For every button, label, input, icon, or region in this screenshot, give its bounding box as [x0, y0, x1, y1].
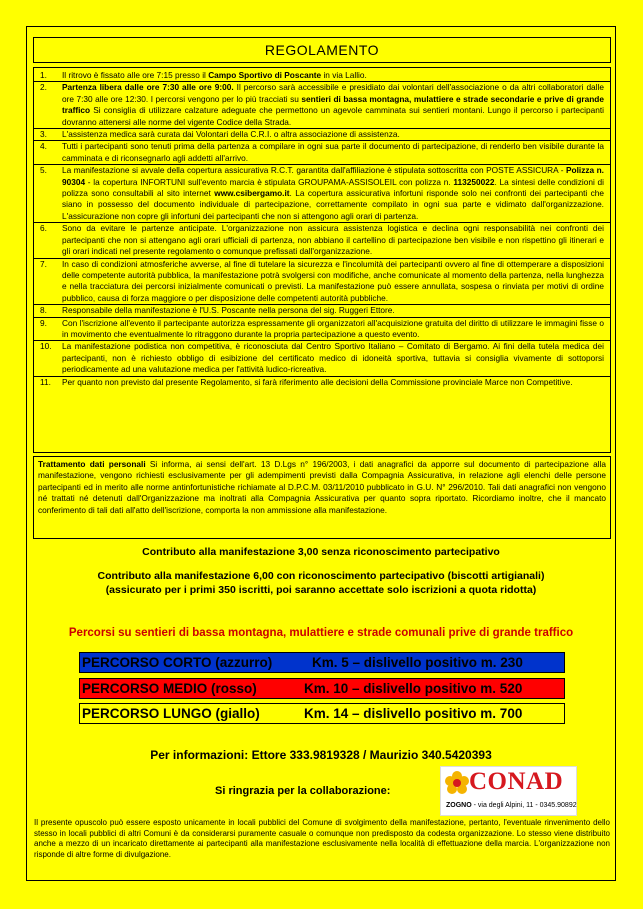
privacy-heading: Trattamento dati personali [38, 459, 146, 469]
rule-text: sentieri di bassa montagna, mulattiere e strade secondarie e prive di grande traffico [62, 93, 604, 116]
privacy-text: Si informa, ai sensi dell'art. 13 D.Lgs n° 196/2003, i dati anagrafici da apporre sul documento di partecipazione alla manifestazione, vengono richiesti esclusivamente per gli adempimenti previsti dalla Compagnia Assicurativa, in relazione agli elenchi delle persone partecipanti ed in merito alle norme antinfortunistiche richiamate al D.P.C.M. 03/11/2010 pubblicato in G.U. N° 296/2010. Tali dati anagrafici non vengono né trattati né detenuti dall'Organizzazione ma inoltrati alla Compagnia Assicurativa per quanto sopra riportato. Ricordiamo inoltre, che il mancato conferimento di tali dati all'atto dell'iscrizione, comporta la non ammissione alla manifestazione. [38, 459, 606, 515]
rule-item [34, 317, 610, 341]
rule-item [34, 340, 610, 375]
rule-item [34, 222, 610, 257]
rules-box [33, 67, 611, 453]
rule-item [40, 70, 604, 81]
rule-item [34, 140, 610, 164]
rule-text: Il percorso sarà accessibile e presidiato dai volontari dell'associazione o da altri collaboratori dalle ore 7:30 alle ore 12:30. I percorsi vengono per lo più tracciati su [62, 82, 604, 104]
rule-text: Tutti i partecipanti sono tenuti prima della partenza a compilare in ogni sua parte il documento di partecipazione, di renderlo ben visibile durante la camminata e di riconsegnarlo agli addetti all'arrivo. [62, 141, 604, 163]
sponsor-name: CONAD [469, 768, 564, 795]
rule-text: in via Lallio. [321, 70, 367, 80]
rule-text: Responsabile della manifestazione è l'U.S. Poscante nella persona del sig. Ruggeri Ettore. [62, 305, 395, 316]
rule-text: L'assistenza medica sarà curata dai Volontari della C.R.I. o altra associazione di assistenza. [62, 129, 400, 140]
thanks-text: Si ringrazia per la collaborazione: [215, 785, 391, 797]
route-long-detail: Km. 14 – dislivello positivo m. 700 [304, 706, 523, 721]
rule-text: Partenza libera dalle ore 7:30 alle ore 9:00. [62, 82, 234, 93]
rule-item [34, 128, 610, 140]
route-medium-detail: Km. 10 – dislivello positivo m. 520 [304, 681, 523, 696]
rule-item [34, 304, 610, 316]
route-long [79, 703, 565, 724]
rule-text: Sono da evitare le partenze anticipate. L'organizzazione non assicura assistenza logistica e declina ogni responsabilità nei confronti dei partecipanti che non si attengano agli orari ufficiali di partenza, non abbiano il cartellino di partecipazione ben visibile e non rispettino gli itinerari e gli orari indicati nel presente regolamento o comunque prefissati dall'organizzazione. [62, 223, 604, 257]
rule-number: 5. [40, 165, 47, 176]
rule-text: . La sintesi delle condizioni di polizza sono consultabili al sito internet [62, 176, 604, 199]
rule-text: . La copertura assicurativa infortuni risponde solo nei confronti dei partecipanti che siano in possesso del documento individuale di partecipazione, correttamente compilato in ogni sua parte e vidimato dall'organizzazione. L'assicurazione non copre gli infortuni dei partecipanti che non si attengono agli orari di partenza. [62, 188, 604, 221]
rule-text: La manifestazione podistica non competitiva, è riconosciuta dal Centro Sportivo Italiano – Comitato di Bergamo. Ai fini della tutela medica dei partecipanti, non è richiesto obbligo di esibizione del certificato medico di idoneità sportiva, tuttavia si consiglia vivamente di sottoporsi periodicamente ad una valutazione medica per l'attività ludico-ricreativa. [62, 341, 604, 375]
rule-text: Polizza n. 90304 [62, 165, 604, 187]
route-medium [79, 678, 565, 699]
rule-text: In caso di condizioni atmosferiche avverse, al fine di tutelare la sicurezza e l'incolumità dei partecipanti ovvero al fine di ottemperare a disposizioni delle competente autorità pubblica, la manifestazione potrà svolgersi con modifiche, anche comunicate al momento della partenza, nella lunghezza e nella tracciatura dei percorsi inizialmente comunicati o previsti. La manifestazione può essere annullata, sospesa o rinviata per motivi di ordine pubblico, causa di forza maggiore o per disposizione delle competenti autorità pubbliche. [62, 258, 604, 303]
sponsor-town: ZOGNO [446, 802, 472, 809]
contribution-basic: Contributo alla manifestazione 3,00 senza riconoscimento partecipativo [142, 546, 500, 558]
contribution-full [26, 569, 616, 597]
contribution-full-line2: (assicurato per i primi 350 iscritti, poi saranno accettate solo iscrizioni a quota ridotta) [105, 584, 537, 596]
rule-number: 8. [40, 305, 47, 316]
sponsor-street: - via degli Alpini, 11 - 0345.90892 [471, 802, 577, 809]
rules-list [34, 68, 610, 388]
route-short-detail: Km. 5 – dislivello positivo m. 230 [312, 655, 523, 670]
rule-number: 3. [40, 129, 47, 140]
route-medium-label: PERCORSO MEDIO (rosso) [82, 681, 257, 696]
rule-number: 10. [40, 341, 52, 352]
rule-item [34, 376, 610, 388]
privacy-notice [33, 456, 611, 539]
rule-text: Il ritrovo è fissato alle ore 7:15 presso il [62, 70, 209, 80]
rule-text: Campo Sportivo di Poscante [208, 70, 322, 80]
rule-text: - la copertura INFORTUNI sull'evento marcia è stipulata GROUPAMA-ASSISOLEIL con polizza n. [85, 176, 454, 187]
rule-number: 2. [40, 82, 47, 93]
rule-item [34, 81, 610, 128]
rule-number: 11. [40, 376, 51, 387]
rule-text: Per quanto non previsto dal presente Regolamento, si farà riferimento alle decisioni della Commissione provinciale Marce non Competitive. [62, 376, 573, 387]
sponsor-logo [440, 766, 577, 816]
routes-heading: Percorsi su sentieri di bassa montagna, mulattiere e strade comunali prive di grande traffico [68, 627, 574, 639]
route-short-label: PERCORSO CORTO (azzurro) [82, 655, 273, 670]
rule-number: 6. [40, 223, 47, 234]
rule-number: 4. [40, 141, 47, 152]
page-title: REGOLAMENTO [33, 37, 611, 63]
rule-number: 9. [40, 317, 47, 328]
route-short [79, 652, 565, 673]
footer-disclaimer: Il presente opuscolo può essere esposto unicamente in locali pubblici del Comune di svolgimento della manifestazione, pertanto, l'eventuale rinvenimento dello stesso in locali pubblici di altri Comuni è da considerarsi puramente casuale o comunque non predisposto da codesta organizzazione. Lo stesso viene distribuito anche a mezzo di un incaricato direttamente ai partecipanti alla manifestazione esclusivamente nella località di effettuazione della marcia. L'organizzazione non risponde di altre forme di divulgazione. [34, 818, 610, 859]
rule-text: La manifestazione si avvale della copertura assicurativa R.C.T. garantita dall'affiliazione è stipulata sottoscritta con POSTE ASSICURA - [62, 165, 566, 176]
rule-number: 7. [40, 258, 47, 269]
flower-logo-icon [444, 770, 470, 800]
rule-text: Con l'iscrizione all'evento il partecipante autorizza espressamente gli organizzatori all'acquisizione gratuita del diritto di utilizzare le immagini fisse o in movimento che eventualmente lo ritraggono durante la propria partecipazione a questo evento. [62, 317, 604, 339]
contribution-full-line1: Contributo alla manifestazione 6,00 con riconoscimento partecipativo (biscotti artigianali) [97, 570, 545, 582]
contact-info: Per informazioni: Ettore 333.9819328 / Maurizio 340.5420393 [150, 748, 492, 762]
sponsor-address [446, 802, 577, 809]
route-long-label: PERCORSO LUNGO (giallo) [82, 706, 260, 721]
rule-item [34, 164, 610, 222]
rule-text: www.csibergamo.it [214, 188, 290, 199]
rule-item [34, 258, 610, 305]
rule-text: 113250022 [453, 176, 495, 187]
rule-number: 1. [40, 70, 47, 80]
rule-text: Si consiglia di utilizzare calzature adeguate che permettono un agevole camminata sui sentieri montani. Lungo il percorso i partecipanti dovranno attenersi alle norme del vigente Codice della Strada. [62, 105, 604, 127]
